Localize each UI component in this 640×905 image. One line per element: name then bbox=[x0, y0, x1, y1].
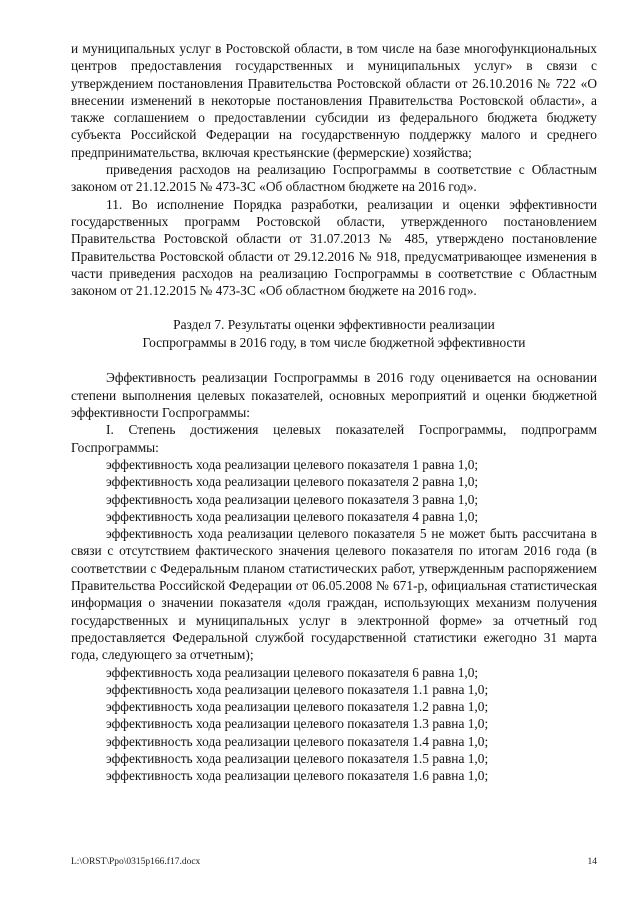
list-item: эффективность хода реализации целевого показателя 2 равна 1,0; bbox=[106, 474, 479, 490]
document-page bbox=[71, 40, 597, 785]
section-heading bbox=[71, 316, 597, 352]
indicator-list-1 bbox=[71, 456, 597, 525]
list-item: эффективность хода реализации целевого показателя 1.3 равна 1,0; bbox=[106, 716, 489, 732]
file-path: L:\ORST\Ppo\0315p166.f17.docx bbox=[71, 857, 201, 867]
paragraph-subheading: I. Степень достижения целевых показателей Госпрограммы, подпрограмм Госпрограммы: bbox=[71, 422, 597, 455]
indicator-list-2 bbox=[71, 664, 597, 785]
paragraph-continuation: и муниципальных услуг в Ростовской области, в том числе на базе многофункциональных центров предоставления государственных и муниципальных услуг» в связи с утверждением постановления Правительства Ростовской области от 26.10.2016 № 722 «О внесении изменений в некоторые постановления Правительства Ростовской области», а также соглашением о предоставлении субсидии из федерального бюджета бюджету субъекта Российской Федерации на государственную поддержку малого и среднего предпринимательства, включая крестьянские (фермерские) хозяйства; bbox=[71, 41, 597, 160]
page-number: 14 bbox=[587, 857, 597, 867]
list-item: эффективность хода реализации целевого показателя 1.4 равна 1,0; bbox=[106, 733, 489, 749]
paragraph-intro: Эффективность реализации Госпрограммы в 2016 году оценивается на основании степени выполнения целевых показателей, основных мероприятий и оценки бюджетной эффективности Госпрограммы: bbox=[71, 370, 597, 421]
paragraph-budget-alignment: приведения расходов на реализацию Госпрограммы в соответствие с Областным законом от 21.12.2015 № 473-ЗС «Об областном бюджете на 2016 год». bbox=[71, 162, 597, 195]
section-heading-line-1: Раздел 7. Результаты оценки эффективности реализации bbox=[173, 317, 495, 333]
paragraph-indicator-5: эффективность хода реализации целевого показателя 5 не может быть рассчитана в связи с отсутствием фактического значения целевого показателя по итогам 2016 года (в соответствии с Федеральным планом статистических работ, утвержденным распоряжением Правительства Российской Федерации от 06.05.2008 № 671-р, официальная статистическая информация о значении показателя «доля граждан, использующих механизм получения государственных и муниципальных услуг в электронной форме» за отчетный год предоставляется Федеральной службой государственной статистики ежегодно 31 марта года, следующего за отчетным); bbox=[71, 526, 597, 663]
list-item: эффективность хода реализации целевого показателя 1 равна 1,0; bbox=[106, 456, 479, 472]
section-heading-line-2: Госпрограммы в 2016 году, в том числе бюджетной эффективности bbox=[142, 335, 526, 351]
list-item: эффективность хода реализации целевого показателя 1.1 равна 1,0; bbox=[106, 681, 489, 697]
list-item: эффективность хода реализации целевого показателя 4 равна 1,0; bbox=[106, 508, 479, 524]
list-item: эффективность хода реализации целевого показателя 1.6 равна 1,0; bbox=[106, 768, 489, 784]
list-item: эффективность хода реализации целевого показателя 6 равна 1,0; bbox=[106, 664, 479, 680]
paragraph-item-11: 11. Во исполнение Порядка разработки, реализации и оценки эффективности государственных программ Ростовской области, утвержденного постановлением Правительства Ростовской области от 31.07.2013 № 485, утверждено постановление Правительства Ростовской области от 29.12.2016 № 918, предусматривающее изменения в части приведения расходов на реализацию Госпрограммы в соответствие с Областным законом от 21.12.2015 № 473-ЗС «Об областном бюджете на 2016 год». bbox=[71, 196, 597, 299]
list-item: эффективность хода реализации целевого показателя 3 равна 1,0; bbox=[106, 491, 479, 507]
list-item: эффективность хода реализации целевого показателя 1.5 равна 1,0; bbox=[106, 750, 489, 766]
list-item: эффективность хода реализации целевого показателя 1.2 равна 1,0; bbox=[106, 699, 489, 715]
